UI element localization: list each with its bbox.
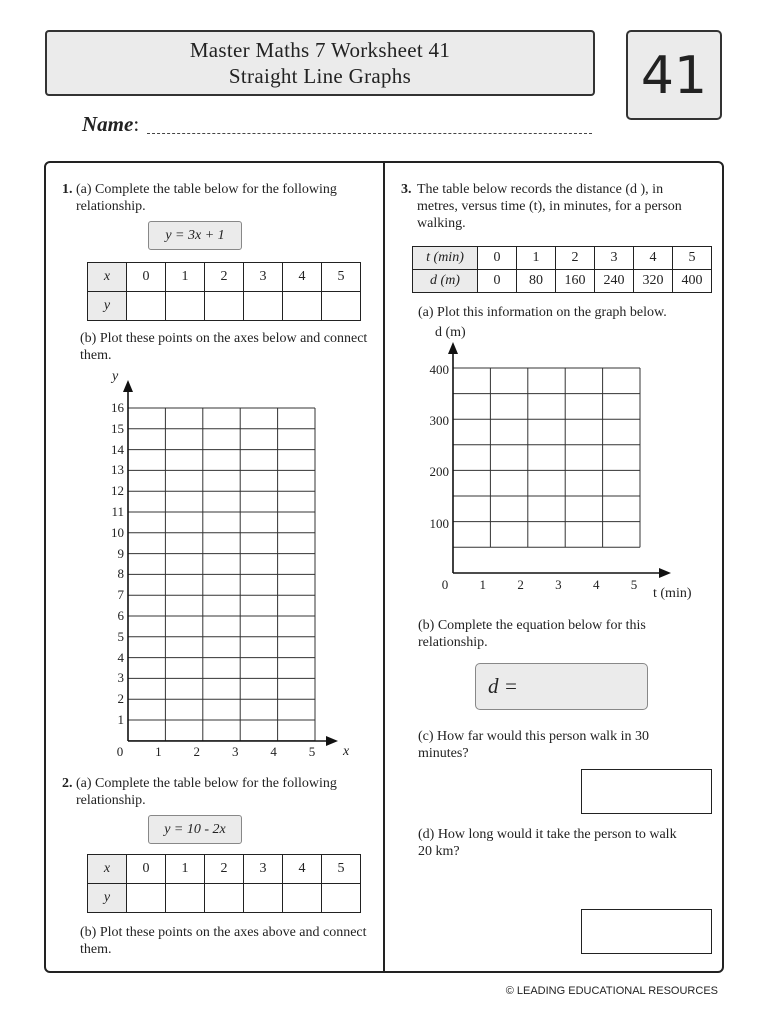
q3-y-tick-label: 100 (429, 515, 449, 531)
q3-table (412, 246, 712, 293)
q3-table-d-cell: 400 (673, 270, 712, 293)
column-divider (383, 163, 385, 971)
q1-y-tick-label: 5 (117, 628, 124, 644)
q3-y-axis-arrow (448, 342, 458, 354)
q3-part-a: (a) Plot this information on the graph below. (418, 305, 667, 320)
q1-y-tick-label: 4 (117, 649, 124, 665)
q3-table-d-row (413, 270, 712, 293)
q3-table-t-cell: 1 (517, 247, 556, 270)
q1-table-x-header: x (88, 263, 127, 292)
q2-table-y-row (88, 884, 361, 913)
q3-x-tick-label: 4 (592, 577, 600, 592)
q2-table-x-cell: 1 (166, 855, 205, 884)
q1-x-tick-label: 1 (155, 744, 162, 759)
q1-x-axis-arrow (326, 736, 338, 746)
q1-y-tick-label: 13 (111, 462, 124, 478)
q1-equation: y = 3x + 1 (148, 221, 242, 250)
q1-table-x-cell: 3 (244, 263, 283, 292)
q1-y-axis-label: y (112, 369, 119, 384)
worksheet-title: Master Maths 7 Worksheet 41 (189, 38, 451, 62)
name-label: Name: (82, 112, 140, 136)
q2-y-input[interactable] (322, 884, 361, 913)
q3-x-tick-label: 1 (479, 577, 487, 592)
worksheet-number-badge: 41 (626, 30, 722, 120)
q3-table-t-cell: 5 (673, 247, 712, 270)
q2-table-x-cell: 2 (205, 855, 244, 884)
q1-table-x-cell: 2 (205, 263, 244, 292)
q1-graph[interactable] (86, 368, 376, 768)
q3-y-tick-label: 200 (429, 464, 449, 480)
q1-y-tick-label: 10 (111, 524, 124, 540)
q1-x-tick-label: 2 (193, 744, 201, 759)
q2-table-x-cell: 3 (244, 855, 283, 884)
q3-x-tick-label: 5 (630, 577, 638, 592)
q1-table-y-header: y (88, 292, 127, 321)
q2-y-input[interactable] (283, 884, 322, 913)
q2-table-x-header: x (88, 855, 127, 884)
q1-x-tick-label: 0 (116, 744, 124, 759)
q1-y-input[interactable] (166, 292, 205, 321)
q3-table-t-cell: 0 (478, 247, 517, 270)
q1-table-x-cell: 0 (127, 263, 166, 292)
q3-part-b: (b) Complete the equation below for this relationship. (418, 618, 646, 650)
q1-x-tick-label: 4 (270, 744, 277, 759)
q3-intro: 3. The table below records the distance (d ), in metres, versus time (t), in minutes, for a person walking. (401, 182, 682, 231)
q3-table-d-cell: 0 (478, 270, 517, 293)
q1-part-b: (b) Plot these points on the axes below and connect them. (80, 331, 368, 363)
q3-table-t-cell: 4 (634, 247, 673, 270)
copyright-notice: © LEADING EDUCATIONAL RESOURCES (505, 985, 718, 997)
q3-table-t-cell: 2 (556, 247, 595, 270)
q1-y-input[interactable] (127, 292, 166, 321)
q3-table-d-header: d (m) (413, 270, 478, 293)
q1-x-axis-label: x (343, 744, 350, 759)
q1-part-a: 1. (a) Complete the table below for the following relationship. (62, 182, 337, 214)
q1-table-x-row (88, 263, 361, 292)
q2-part-a: 2. (a) Complete the table below for the following relationship. (62, 776, 337, 808)
q1-y-tick-label: 6 (117, 608, 124, 623)
q3-table-d-cell: 320 (634, 270, 673, 293)
q3-table-d-cell: 80 (517, 270, 556, 293)
q1-y-input[interactable] (244, 292, 283, 321)
q2-y-input[interactable] (205, 884, 244, 913)
q1-table-x-cell: 4 (283, 263, 322, 292)
q1-y-tick-label: 16 (111, 400, 124, 415)
q1-y-tick-label: 14 (111, 441, 124, 457)
q3-x-axis-label: t (min) (653, 586, 692, 601)
q2-equation: y = 10 - 2x (148, 815, 242, 844)
q2-table-x-row (88, 855, 361, 884)
q1-y-tick-label: 11 (111, 504, 124, 519)
q2-y-input[interactable] (244, 884, 283, 913)
q2-part-b: (b) Plot these points on the axes above and connect them. (80, 925, 367, 957)
q3-y-axis-label: d (m) (435, 325, 466, 340)
title-box (45, 30, 595, 96)
q2-table-y-header: y (88, 884, 127, 913)
q3-x-tick-label: 0 (441, 577, 449, 592)
q3-table-d-cell: 240 (595, 270, 634, 293)
q1-y-tick-label: 15 (111, 420, 124, 436)
worksheet-subtitle: Straight Line Graphs (228, 64, 412, 88)
q3-x-tick-label: 2 (517, 577, 524, 592)
q3-table-t-row (413, 247, 712, 270)
q3-part-d-answer-box[interactable] (581, 909, 712, 954)
q1-y-tick-label: 2 (117, 691, 124, 707)
q2-table-x-cell: 4 (283, 855, 322, 884)
q3-part-d: (d) How long would it take the person to walk 20 km? (418, 827, 677, 859)
q3-table-t-cell: 3 (595, 247, 634, 270)
q1-table-y-row (88, 292, 361, 321)
q1-y-tick-label: 7 (117, 587, 124, 603)
q2-table-x-cell: 0 (127, 855, 166, 884)
q3-y-tick-label: 300 (429, 413, 449, 429)
q1-y-tick-label: 8 (117, 566, 124, 582)
q2-y-input[interactable] (127, 884, 166, 913)
q3-x-tick-label: 3 (555, 577, 562, 592)
q1-x-tick-label: 3 (231, 744, 239, 759)
q1-x-tick-label: 5 (308, 744, 316, 759)
q1-y-input[interactable] (283, 292, 322, 321)
q2-y-input[interactable] (166, 884, 205, 913)
q1-y-tick-label: 9 (117, 545, 124, 561)
q1-table-x-cell: 5 (322, 263, 361, 292)
q3-part-c: (c) How far would this person walk in 30 minutes? (418, 729, 649, 761)
q1-y-input[interactable] (322, 292, 361, 321)
q1-y-tick-label: 12 (111, 483, 124, 499)
q1-y-axis-arrow (123, 380, 133, 392)
q1-y-tick-label: 3 (117, 670, 124, 686)
q1-table (87, 262, 361, 321)
q3-x-axis-arrow (659, 568, 671, 578)
q3-table-t-header: t (min) (413, 247, 478, 270)
q2-table-x-cell: 5 (322, 855, 361, 884)
q3-table-d-cell: 160 (556, 270, 595, 293)
q1-table-x-cell: 1 (166, 263, 205, 292)
q1-y-tick-label: 1 (117, 712, 124, 727)
q1-y-input[interactable] (205, 292, 244, 321)
name-field[interactable] (147, 133, 592, 134)
q3-equation-answer-box[interactable]: d = (475, 663, 648, 710)
q3-part-c-answer-box[interactable] (581, 769, 712, 814)
q2-table (87, 854, 361, 913)
q3-y-tick-label: 400 (429, 362, 449, 377)
